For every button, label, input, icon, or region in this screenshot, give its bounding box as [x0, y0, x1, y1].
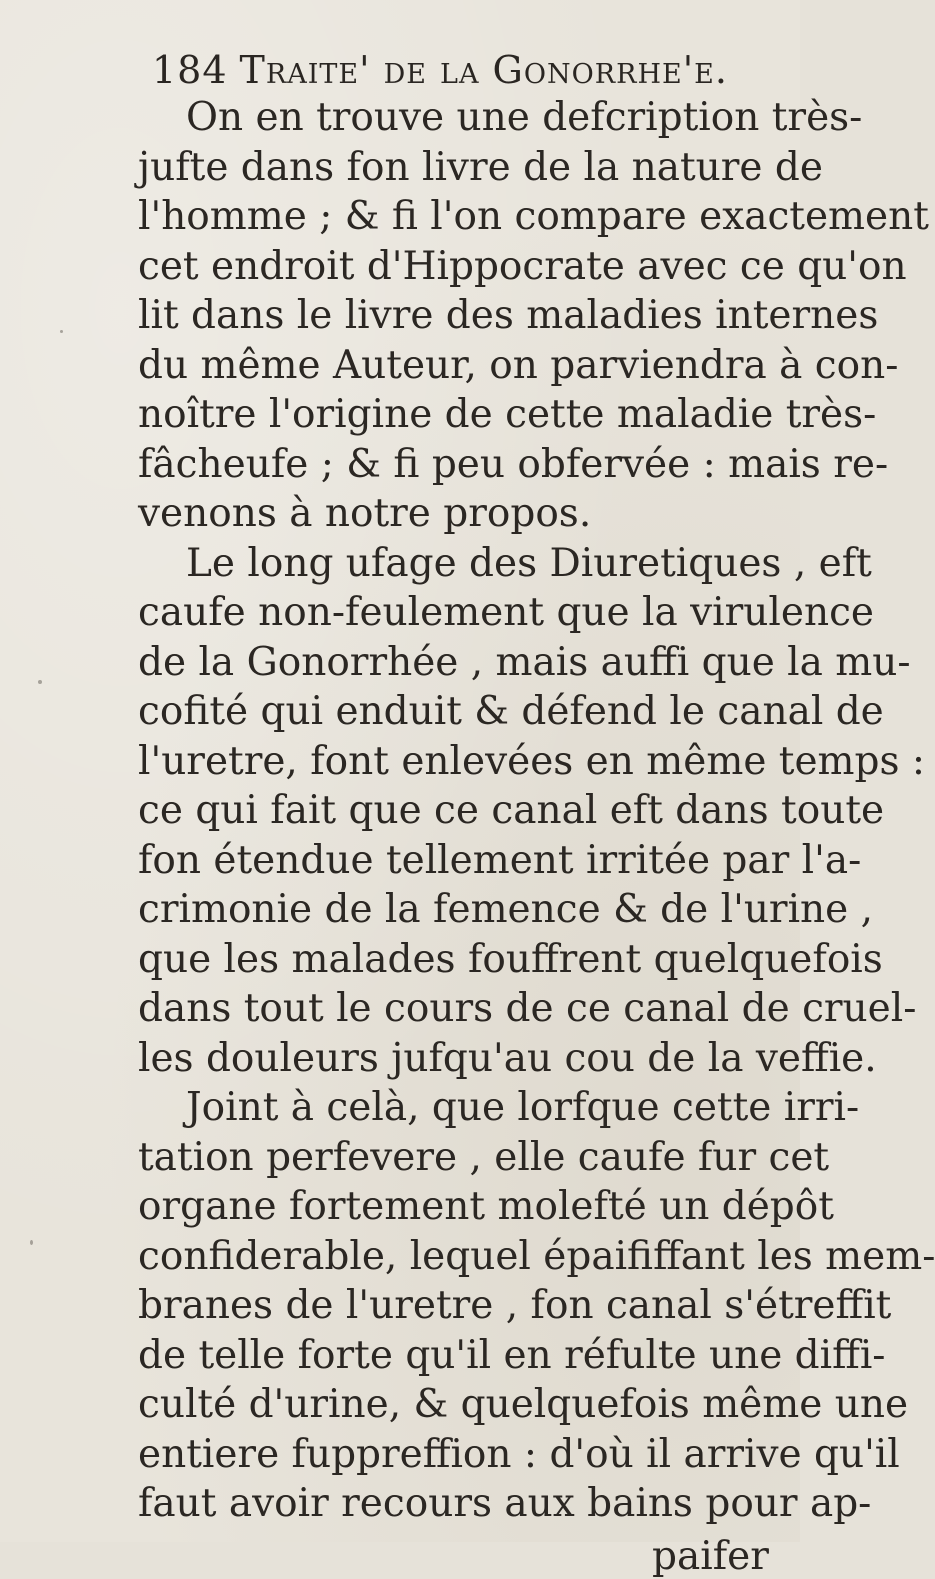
paper-speck [38, 680, 42, 684]
text-line: organe fortement molefté un dépôt [138, 1184, 834, 1229]
text-line: culté d'urine, & quelquefois même une [138, 1382, 909, 1427]
text-line: l'homme ; & fi l'on compare exactement [138, 194, 929, 239]
text-line: venons à notre propos. [138, 491, 592, 536]
paper-speck [30, 1240, 33, 1245]
text-line: de la Gonorrhée , mais auffi que la mu- [138, 639, 911, 685]
text-line: faut avoir recours aux bains pour ap- [138, 1481, 872, 1526]
text-line: On en trouve une defcription très- [186, 95, 863, 140]
text-line: ce qui fait que ce canal eft dans toute [138, 788, 885, 833]
text-line: de telle forte qu'il en réfulte une diffi- [138, 1332, 886, 1378]
running-title: Traite' de la Gonorrhe'e. [239, 48, 728, 92]
paper-speck [60, 330, 63, 333]
text-line: branes de l'uretre , fon canal s'étreffit [138, 1283, 892, 1328]
text-line: l'uretre, font enlevées en même temps : [138, 738, 926, 784]
text-line: les douleurs jufqu'au cou de la veffie. [138, 1035, 877, 1081]
text-line: crimonie de la femence & de l'urine , [138, 887, 874, 932]
text-line: du même Auteur, on parviendra à con- [138, 342, 899, 388]
text-line: caufe non-feulement que la virulence [138, 590, 874, 635]
text-line: entiere fuppreffion : d'où il arrive qu'il [138, 1431, 900, 1477]
catchword: paifer [652, 1533, 769, 1579]
text-line: lit dans le livre des maladies internes [138, 293, 879, 338]
text-line: cet endroit d'Hippocrate avec ce qu'on [138, 243, 907, 289]
text-line: que les malades fouffrent quelquefois [138, 936, 883, 982]
text-line: tation perfevere , elle caufe fur cet [138, 1134, 830, 1180]
text-line: cofité qui enduit & défend le canal de [138, 689, 884, 734]
text-line: confiderable, lequel épaififfant les mem- [138, 1233, 935, 1279]
text-line: fâcheufe ; & fi peu obfervée : mais re- [138, 441, 889, 487]
text-line: fon étendue tellement irritée par l'a- [138, 837, 862, 883]
text-line: Le long ufage des Diuretiques , eft [186, 540, 872, 586]
text-line: jufte dans fon livre de la nature de [138, 144, 823, 190]
running-head [152, 48, 728, 92]
text-line: Joint à celà, que lorfque cette irri- [186, 1085, 860, 1130]
text-line: noître l'origine de cette maladie très- [138, 392, 877, 437]
page-number: 184 [152, 48, 228, 92]
text-line: dans tout le cours de ce canal de cruel- [138, 986, 917, 1031]
